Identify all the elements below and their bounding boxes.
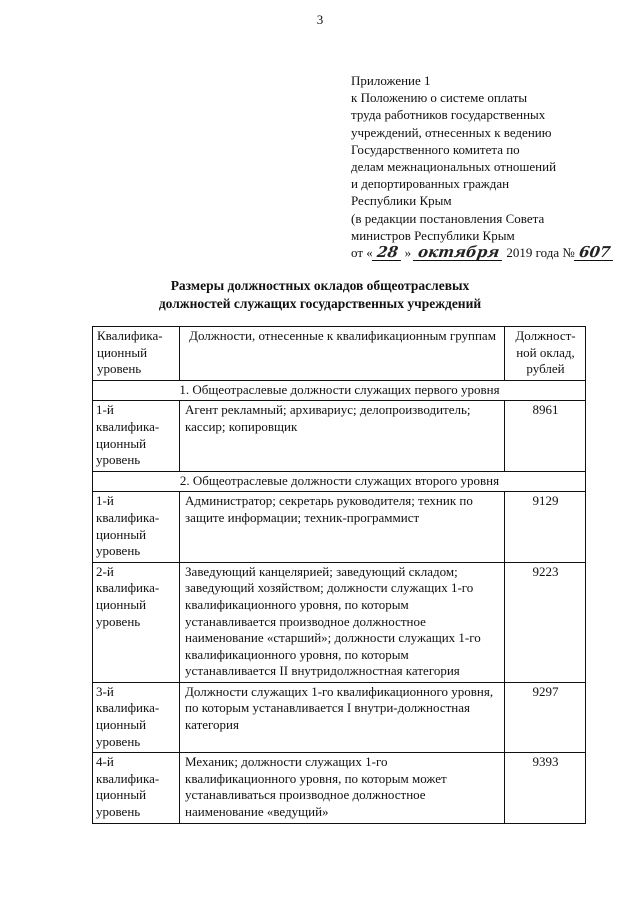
header-positions: Должности, отнесенные к квалификационным группам <box>180 327 505 381</box>
appendix-line: делам межнациональных отношений <box>351 159 557 175</box>
appendix-line: министров Республики Крым <box>351 227 515 243</box>
level-cell: 1-й квалифика-ционный уровень <box>93 492 180 562</box>
salary-cell: 9223 <box>505 562 586 682</box>
table-row <box>93 562 586 682</box>
positions-cell: Должности служащих 1-го квалификационного уровня, по которым устанавливается I внутри-должностная категория <box>180 682 505 752</box>
appendix-line: к Положению о системе оплаты <box>351 90 528 106</box>
document-title <box>0 277 640 313</box>
appendix-line: и депортированных граждан <box>351 176 510 192</box>
table-row <box>93 401 586 471</box>
appendix-line: Республики Крым <box>351 193 452 209</box>
appendix-line: Приложение 1 <box>351 73 431 88</box>
section-row <box>93 471 586 492</box>
title-line-1: Размеры должностных окладов общеотраслевых <box>170 278 470 293</box>
appendix-block <box>351 72 631 261</box>
resolution-date-line <box>351 244 631 261</box>
salary-cell: 9297 <box>505 682 586 752</box>
positions-cell: Агент рекламный; архивариус; делопроизводитель; кассир; копировщик <box>180 401 505 471</box>
table-header-row <box>93 327 586 381</box>
section-title: 2. Общеотраслевые должности служащих второго уровня <box>93 471 586 492</box>
date-prefix: от « <box>351 245 373 261</box>
section-row <box>93 380 586 401</box>
salary-table <box>92 326 586 824</box>
table-row <box>93 492 586 562</box>
handwritten-number: 607 <box>574 245 616 261</box>
header-level: Квалифика-ционный уровень <box>93 327 180 381</box>
table-row <box>93 753 586 823</box>
appendix-line: труда работников государственных <box>351 107 546 123</box>
positions-cell: Механик; должности служащих 1-го квалификационного уровня, по которым может устанавливаться производное должностное наименование «ведущий» <box>180 753 505 823</box>
page-number: 3 <box>316 12 324 27</box>
salary-cell: 8961 <box>505 401 586 471</box>
positions-cell: Администратор; секретарь руководителя; техник по защите информации; техник-программист <box>180 492 505 562</box>
handwritten-day: 28 <box>372 245 403 261</box>
level-cell: 2-й квалифика-ционный уровень <box>93 562 180 682</box>
section-title: 1. Общеотраслевые должности служащих первого уровня <box>93 380 586 401</box>
appendix-line: Государственного комитета по <box>351 141 520 157</box>
level-cell: 1-й квалифика-ционный уровень <box>93 401 180 471</box>
date-mid: » <box>404 245 412 261</box>
title-line-2: должностей служащих государственных учреждений <box>158 296 482 311</box>
appendix-line: учреждений, отнесенных к ведению <box>351 124 552 140</box>
appendix-line: (в редакции постановления Совета <box>351 210 545 226</box>
year-text: 2019 года № <box>506 245 575 261</box>
header-salary: Должност-ной оклад, рублей <box>505 327 586 381</box>
salary-cell: 9393 <box>505 753 586 823</box>
level-cell: 4-й квалифика-ционный уровень <box>93 753 180 823</box>
handwritten-month: октября <box>413 245 504 261</box>
level-cell: 3-й квалифика-ционный уровень <box>93 682 180 752</box>
table-row <box>93 682 586 752</box>
positions-cell: Заведующий канцелярией; заведующий складом; заведующий хозяйством; должности служащих 1-го квалификационного уровня, по которым устанавливается производное должностное наименование «старший»; должности служащих 1-го квалификационного уровня, по которым устанавливается II внутридолжностная категория <box>180 562 505 682</box>
salary-cell: 9129 <box>505 492 586 562</box>
